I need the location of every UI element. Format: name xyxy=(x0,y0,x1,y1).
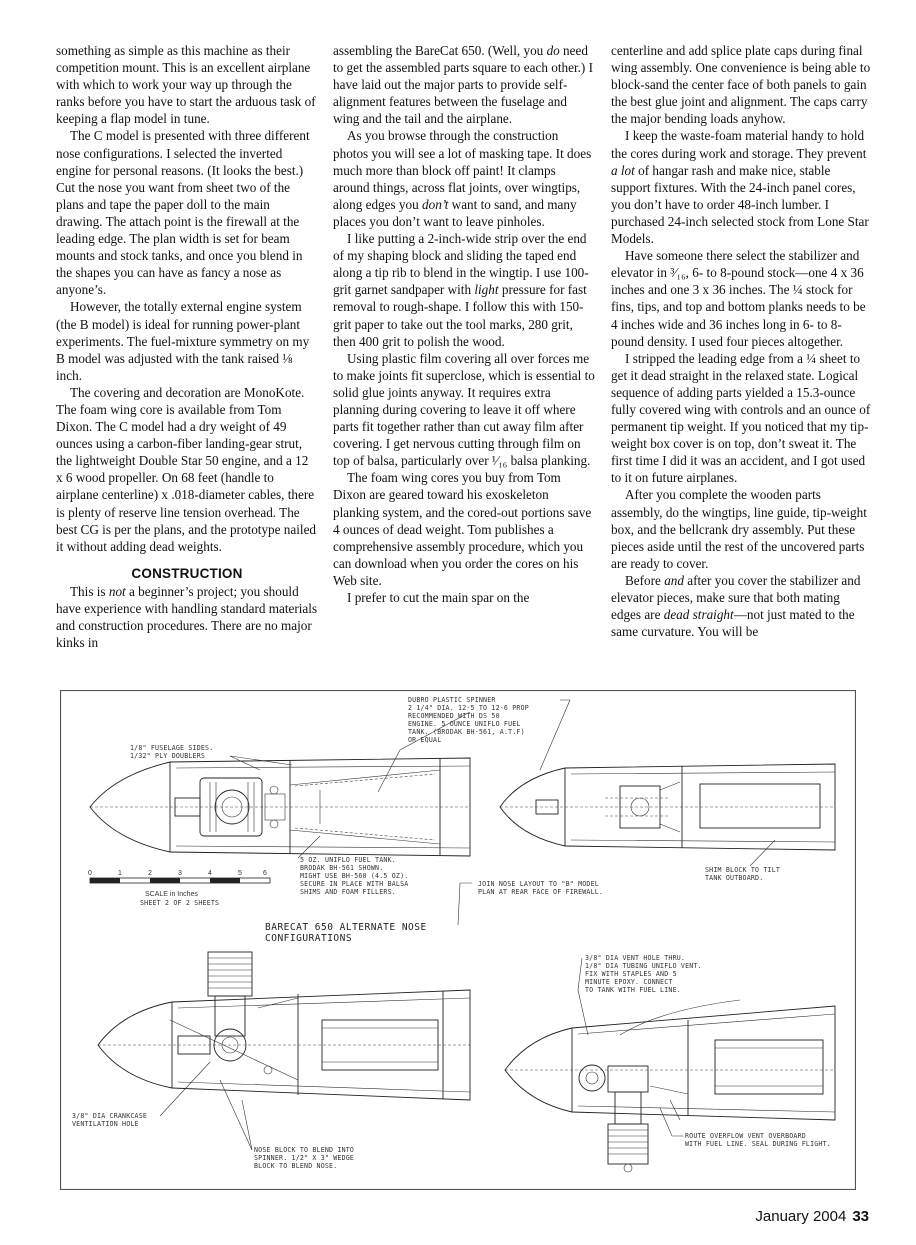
text-column-3 xyxy=(611,42,873,640)
note-fuselage-sides: 1/8" FUSELAGE SIDES. 1/32" PLY DOUBLERS xyxy=(130,744,214,760)
svg-text:5: 5 xyxy=(238,870,242,877)
note-overflow-vent: ROUTE OVERFLOW VENT OVERBOARD WITH FUEL LINE. SEAL DURING FLIGHT. xyxy=(685,1132,831,1148)
paragraph: assembling the BareCat 650. (Well, you do need to get the assembled parts square to each other.) I have laid out the major parts to provide self-alignment features between the fuselage and wing and the tail and the airplane. xyxy=(333,43,593,127)
note-vent-hole: 3/8" DIA VENT HOLE THRU. 1/8" DIA TUBING UNIFLO VENT. FIX WITH STAPLES AND 5 MINUTE EPOXY. CONNECT TO TANK WITH FUEL LINE. xyxy=(585,954,702,994)
paragraph: Before and after you cover the stabilizer and elevator pieces, make sure that both mating edges are dead straight—not just mated to the same curvature. You will be xyxy=(611,572,861,640)
paragraph: I keep the waste-foam material handy to hold the cores during work and storage. They prevent a lot of hangar rash and make nice, stable support fixtures. With the 24-inch panel cores, you don’t have to order 48-inch lumber. I purchased 24-inch selected stock from Lone Star Models. xyxy=(611,128,869,247)
svg-text:4: 4 xyxy=(208,870,212,877)
paragraph: Using plastic film covering all over forces me to make joints fit superclose, which is essential to solid glue joints anyway. It requires extra planning during covering to leave it off where parts fit together rather than cut away film after covering. I get nervous cutting through film on top of balsa, particularly over ¹⁄₁₆ balsa planking. xyxy=(333,350,595,469)
svg-text:2: 2 xyxy=(148,870,152,877)
paragraph: I prefer to cut the main spar on the xyxy=(347,590,530,605)
scale-label: SCALE in Inches xyxy=(145,891,198,898)
note-shim-block: SHIM BLOCK TO TILT TANK OUTBOARD. xyxy=(705,866,781,882)
text-column-1 xyxy=(56,42,318,651)
paragraph: Have someone there select the stabilizer and elevator in ³⁄₁₆, 6- to 8-pound stock—one 4 x 36 inches and one 3 x 36 inches. The ¼ stock for fins, tips, and top and bottom planks needs to be 4 inches wide and 36 inches long in 6- to 8-pound density. I used four pieces altogether. xyxy=(611,248,866,349)
note-spinner: DUBRO PLASTIC SPINNER 2 1/4" DIA. 12-5 TO 12-6 PROP RECOMMENDED WITH DS 50 ENGINE. 5 OUNCE UNIFLO FUEL TANK. (BRODAK BH-561, A.T.F) OR EQUAL xyxy=(408,696,529,744)
sheet-label: SHEET 2 OF 2 SHEETS xyxy=(140,899,220,907)
issue-date: January 2004 xyxy=(755,1208,847,1225)
text-column-2 xyxy=(333,42,595,606)
paragraph: I like putting a 2-inch-wide strip over the end of my shaping block and sliding the taped end along a tip rib to blend in the wingtip. I use 100-grit garnet sandpaper with light pressure for fast removal to rough-shape. I follow this with 150-grit paper to take out the tool marks, 280 grit, then 400 grit to polish the wood. xyxy=(333,231,589,349)
paragraph: I stripped the leading edge from a ¼ sheet to get it dead straight in the relaxed state. Logical sequence of adding parts yielded a 15.3-ounce fully covered wing with controls and an ounce of permanent tip weight. If you noticed that my tip-weight box cover is on top, don’t sweat it. The first time I did it was an accident, and I got used to it on future airplanes. xyxy=(611,350,871,486)
svg-text:0: 0 xyxy=(88,870,92,877)
note-crankcase-hole: 3/8" DIA CRANKCASE VENTILATION HOLE xyxy=(72,1112,148,1128)
svg-text:3: 3 xyxy=(178,870,182,877)
paragraph: The C model is presented with three different nose configurations. I selected the inverted engine for personal reasons. (It looks the best.) Cut the nose you want from sheet two of the plans and tape the paper doll to the main drawing. The attach point is the firewall at the leading edge. The plan width is set for beam mounts and stock tanks, and once you blend in the shapes you can have as fancy a nose as anyone’s. xyxy=(56,128,310,298)
paragraph: something as simple as this machine as their competition mount. This is an excellent airplane with which to work your way up through the ranks before you have to start the arduous task of keeping a flap model in tune. xyxy=(56,43,316,127)
note-join-nose: JOIN NOSE LAYOUT TO "B" MODEL PLAN AT REAR FACE OF FIREWALL. xyxy=(478,880,604,896)
paragraph: This is not a beginner’s project; you should have experience with handling standard materials and construction procedures. There are no major kinks in xyxy=(56,583,318,651)
paragraph: The foam wing cores you buy from Tom Dixon are geared toward his exoskeleton planking system, and the cored-out portions save 4 ounces of dead weight. Tom publishes a comprehensive assembly procedure, which you can download when you order the cores on his Web site. xyxy=(333,470,592,588)
paragraph: After you complete the wooden parts assembly, do the wingtips, line guide, tip-weight box, and the bellcrank dry assembly. Put these pieces aside until the rest of the uncovered parts are ready to cover. xyxy=(611,487,867,571)
paragraph: The covering and decoration are MonoKote. The foam wing core is available from Tom Dixon. The C model had a dry weight of 49 ounces using a carbon-fiber landing-gear strut, the lightweight Double Star 50 engine, and a 12 x 6 wood propeller. On 68 feet (handle to airplane centerline) x .018-diameter cables, there is plenty of reserve line tension overhead. The best CG is per the plans, and the prototype nailed it without adding dead weights. xyxy=(56,384,317,554)
paragraph: However, the totally external engine system (the B model) is ideal for running power-plant experiments. The fuel-mixture symmetry on my B model was adjusted with the tank raised ⅛ inch. xyxy=(56,299,310,383)
plan-drawing xyxy=(60,690,856,1190)
note-fuel-tank: 5 OZ. UNIFLO FUEL TANK. BRODAK BH-561 SHOWN. MIGHT USE BH-560 (4.5 OZ). SECURE IN PLACE WITH BALSA SHIMS AND FOAM FILLERS. xyxy=(300,856,409,896)
page-footer xyxy=(755,1208,869,1225)
svg-text:1: 1 xyxy=(118,870,122,877)
note-nose-block: NOSE BLOCK TO BLEND INTO SPINNER. 1/2" X 3" WEDGE BLOCK TO BLEND NOSE. xyxy=(254,1146,355,1170)
paragraph: centerline and add splice plate caps during final wing assembly. One convenience is being able to block-sand the center face of both panels to gain the best glue joint and alignment. The caps carry the major bending loads anyhow. xyxy=(611,43,871,127)
paragraph: As you browse through the construction photos you will see a lot of masking tape. It does much more than block off paint! It clamps around things, across flat joints, over wingtips, along edges you don’t want to sand, and many places you don’t want to leave pinholes. xyxy=(333,128,592,229)
section-heading: CONSTRUCTION xyxy=(131,565,243,581)
drawing-title: BARECAT 650 ALTERNATE NOSE CONFIGURATIONS xyxy=(265,922,427,944)
page-number: 33 xyxy=(852,1208,869,1225)
svg-text:6: 6 xyxy=(263,870,267,877)
